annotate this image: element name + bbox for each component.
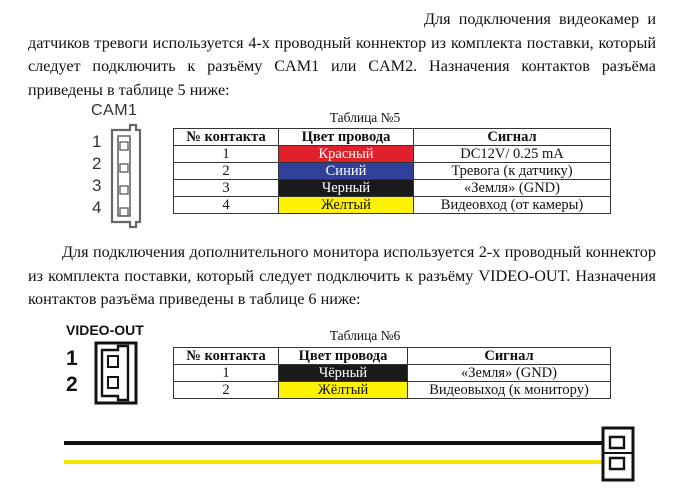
wire-color-cell: Жёлтый <box>279 382 408 399</box>
contact-number-cell: 2 <box>174 382 279 399</box>
cam1-pin-label: 4 <box>92 198 102 217</box>
wire-color-cell: Красный <box>279 146 414 163</box>
video-out-pin-label: 1 <box>66 347 78 370</box>
video-out-pin-label: 2 <box>66 373 78 396</box>
table-header: Цвет провода <box>279 348 408 365</box>
video-out-paragraph: Для подключения дополнительного монитора используется 2-х проводный коннектор из комплекта поставки, который следует подключить к разъёму VIDEO-OUT. Назначения контактов разъёма приведены в таблице 6 ниже: <box>28 243 656 308</box>
table-header: № контакта <box>174 348 279 365</box>
intro-paragraph: Для подключения видеокамер и датчиков тревоги используется 4-х проводный коннектор из комплекта поставки, который следует подключить к разъёму CAM1 или CAM2. Назначения контактов разъёма приведены в таблице 5 ниже: <box>28 10 656 99</box>
table-row <box>174 146 611 163</box>
table6 <box>173 347 611 399</box>
contact-number-cell: 1 <box>174 146 279 163</box>
cam1-pin-label: 3 <box>92 176 102 195</box>
table6-caption: Таблица №6 <box>329 328 401 343</box>
wire-pair-drawing <box>64 428 633 480</box>
table5-header-row <box>174 129 611 146</box>
table-row <box>174 365 611 382</box>
table-header: Сигнал <box>414 129 611 146</box>
cam1-pin-label: 1 <box>92 132 102 151</box>
table5 <box>173 128 611 214</box>
video-out-connector-title: VIDEO-OUT <box>66 322 144 338</box>
contact-number-cell: 3 <box>174 180 279 197</box>
cam1-pin-label: 2 <box>92 154 102 173</box>
signal-cell: Видеовход (от камеры) <box>414 197 611 214</box>
table-header: Сигнал <box>408 348 611 365</box>
cam1-connector-title: CAM1 <box>91 102 138 119</box>
table-row <box>174 382 611 399</box>
table-row <box>174 197 611 214</box>
signal-cell: Видеовыход (к монитору) <box>408 382 611 399</box>
cam1-connector-icon <box>112 125 140 227</box>
signal-cell: «Земля» (GND) <box>408 365 611 382</box>
video-out-connector-icon <box>96 343 136 403</box>
wire-color-cell: Синий <box>279 163 414 180</box>
contact-number-cell: 1 <box>174 365 279 382</box>
table5-caption: Таблица №5 <box>329 110 401 125</box>
signal-cell: DC12V/ 0.25 mA <box>414 146 611 163</box>
table6-header-row <box>174 348 611 365</box>
wire-color-cell: Желтый <box>279 197 414 214</box>
signal-cell: Тревога (к датчику) <box>414 163 611 180</box>
wire-plug-icon <box>603 428 633 480</box>
table-header: № контакта <box>174 129 279 146</box>
contact-number-cell: 4 <box>174 197 279 214</box>
contact-number-cell: 2 <box>174 163 279 180</box>
table-row <box>174 163 611 180</box>
signal-cell: «Земля» (GND) <box>414 180 611 197</box>
table-header: Цвет провода <box>279 129 414 146</box>
table-row <box>174 180 611 197</box>
wire-color-cell: Черный <box>279 180 414 197</box>
wire-color-cell: Чёрный <box>279 365 408 382</box>
